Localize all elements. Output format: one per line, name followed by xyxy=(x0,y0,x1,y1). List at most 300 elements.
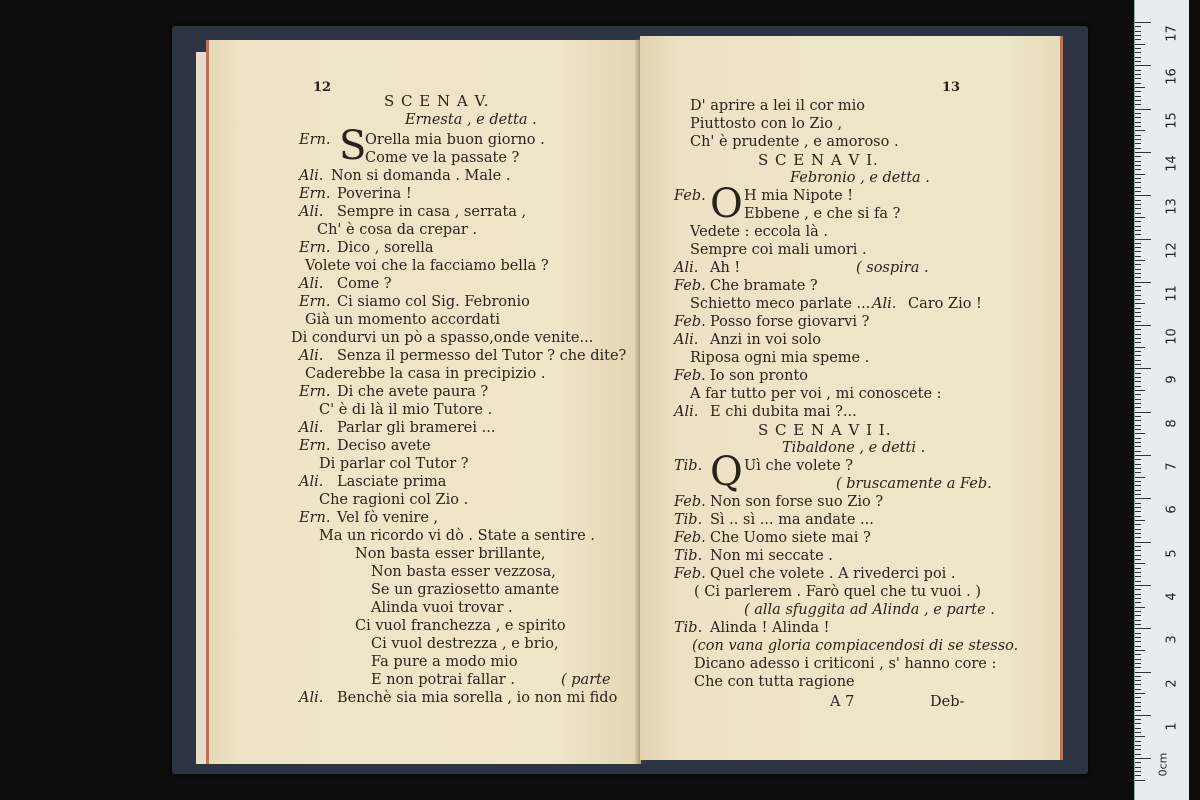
ruler-tick xyxy=(1135,741,1141,742)
text-line: Non mi seccate . xyxy=(710,548,833,564)
text-line: Come ve la passate ? xyxy=(365,150,520,166)
ruler-tick xyxy=(1135,628,1151,629)
ruler-tick xyxy=(1135,377,1141,378)
ruler-tick xyxy=(1135,277,1141,278)
ruler-tick xyxy=(1135,204,1141,205)
ruler-tick xyxy=(1135,728,1141,729)
ruler-tick xyxy=(1135,251,1141,252)
ruler-tick xyxy=(1135,680,1141,681)
ruler-tick xyxy=(1135,178,1141,179)
ruler-tick xyxy=(1135,122,1141,123)
ruler-tick xyxy=(1135,446,1141,447)
ruler-number: 4 xyxy=(1164,592,1180,601)
speaker: Ali. xyxy=(299,420,324,436)
speaker: Ali. xyxy=(299,204,324,220)
ruler-unit-label: 0cm xyxy=(1156,752,1170,777)
ruler-tick xyxy=(1135,689,1141,690)
ruler-tick xyxy=(1135,100,1141,101)
text-line: Non son forse suo Zio ? xyxy=(710,494,884,510)
ruler-tick xyxy=(1135,78,1141,79)
text-line: Ch' è cosa da crepar . xyxy=(317,222,478,238)
ruler-tick xyxy=(1135,412,1151,413)
ruler-tick xyxy=(1135,191,1141,192)
ruler-tick xyxy=(1135,44,1145,45)
ruler-tick xyxy=(1135,70,1141,71)
ruler-tick xyxy=(1135,368,1151,369)
ruler-number: 15 xyxy=(1164,111,1180,129)
ruler-tick xyxy=(1135,507,1141,508)
text-line: Caderebbe la casa in precipizio . xyxy=(305,366,546,382)
text-line: Che bramate ? xyxy=(710,278,818,294)
ruler-tick xyxy=(1135,126,1141,127)
speaker: Ali. xyxy=(299,348,324,364)
ruler-tick xyxy=(1135,113,1141,114)
aria-line: E non potrai fallar . xyxy=(371,672,515,688)
ruler-tick xyxy=(1135,200,1141,201)
ruler-tick xyxy=(1135,57,1141,58)
speaker: Tib. xyxy=(674,620,703,636)
speaker: Ern. xyxy=(299,186,331,202)
ruler-tick xyxy=(1135,607,1145,608)
ruler-tick xyxy=(1135,494,1141,495)
ruler-tick xyxy=(1135,503,1141,504)
ruler-tick xyxy=(1135,39,1141,40)
aria-line: Non basta esser brillante, xyxy=(355,546,546,562)
text-line: Non si domanda . Male . xyxy=(331,168,511,184)
text-line: Dicano adesso i criticoni , s' hanno core : xyxy=(694,656,997,672)
ruler-tick xyxy=(1135,745,1141,746)
ruler-tick xyxy=(1135,360,1141,361)
text-line: Caro Zio ! xyxy=(908,296,982,312)
ruler-number: 3 xyxy=(1164,635,1180,644)
aria-line: Fa pure a modo mio xyxy=(371,654,518,670)
ruler-tick xyxy=(1135,585,1151,586)
ruler-tick xyxy=(1135,529,1141,530)
speaker: Ali. xyxy=(674,332,699,348)
ruler-tick xyxy=(1135,749,1141,750)
ruler-tick xyxy=(1135,702,1141,703)
text-line: Senza il permesso del Tutor ? che dite? xyxy=(337,348,627,364)
speaker: Ern. xyxy=(299,240,331,256)
ruler-tick xyxy=(1135,407,1141,408)
ruler-tick xyxy=(1135,425,1141,426)
ruler-tick xyxy=(1135,762,1141,763)
text-line: D' aprire a lei il cor mio xyxy=(690,98,865,114)
ruler-number: 2 xyxy=(1164,678,1180,688)
ruler-tick xyxy=(1135,230,1141,231)
text-line: Piuttosto con lo Zio , xyxy=(690,116,843,132)
ruler-tick xyxy=(1135,581,1141,582)
ruler-number: 12 xyxy=(1164,241,1180,259)
text-line: Che ragioni col Zio . xyxy=(319,492,469,508)
ruler-tick xyxy=(1135,61,1141,62)
aria-line: Ci vuol destrezza , e brio, xyxy=(371,636,559,652)
ruler-tick xyxy=(1135,710,1141,711)
ruler-number: 6 xyxy=(1164,505,1180,514)
ruler-tick xyxy=(1135,109,1151,110)
text-line: Io son pronto xyxy=(710,368,809,384)
ruler-tick xyxy=(1135,736,1145,737)
ruler-tick xyxy=(1135,555,1141,556)
ruler-tick xyxy=(1135,754,1141,755)
ruler-tick xyxy=(1135,74,1141,75)
scene-heading: S C E N A V. xyxy=(384,92,490,110)
ruler-number: 7 xyxy=(1164,462,1180,471)
drop-cap: Q xyxy=(710,449,743,495)
ruler-tick xyxy=(1135,26,1141,27)
text-line: A far tutto per voi , mi conoscete : xyxy=(690,386,942,402)
text-line: Lasciate prima xyxy=(337,474,447,490)
text-line: Deciso avete xyxy=(337,438,431,454)
ruler-tick xyxy=(1135,243,1141,244)
ruler-tick xyxy=(1135,775,1141,776)
text-line: Di parlar col Tutor ? xyxy=(319,456,469,472)
ruler-number: 8 xyxy=(1164,419,1180,428)
text-line: ( Ci parlerem . Farò quel che tu vuoi . ) xyxy=(694,584,982,600)
ruler-tick xyxy=(1135,381,1141,382)
ruler-tick xyxy=(1135,464,1141,465)
ruler-tick xyxy=(1135,239,1151,240)
ruler-tick xyxy=(1135,96,1141,97)
ruler-tick xyxy=(1135,767,1141,768)
ruler-tick xyxy=(1135,264,1141,265)
ruler-tick xyxy=(1135,217,1145,218)
ruler-tick xyxy=(1135,637,1141,638)
ruler-tick xyxy=(1135,290,1141,291)
ruler-tick xyxy=(1135,165,1141,166)
ruler-number: 17 xyxy=(1164,25,1180,42)
ruler-tick xyxy=(1135,520,1145,521)
ruler-tick xyxy=(1135,468,1141,469)
speaker: Ern. xyxy=(299,294,331,310)
text-line: Ch' è prudente , e amoroso . xyxy=(690,134,899,150)
ruler-tick xyxy=(1135,451,1141,452)
text-line: Volete voi che la facciamo bella ? xyxy=(305,258,549,274)
ruler-tick xyxy=(1135,490,1141,491)
ruler-tick xyxy=(1135,355,1141,356)
right-page xyxy=(640,36,1063,760)
ruler-tick xyxy=(1135,22,1151,23)
scene-heading: S C E N A V I. xyxy=(758,151,879,169)
ruler-tick xyxy=(1135,455,1151,456)
ruler-tick xyxy=(1135,732,1141,733)
ruler-tick xyxy=(1135,641,1141,642)
text-line: Orella mia buon giorno . xyxy=(365,132,545,148)
ruler-tick xyxy=(1135,477,1145,478)
ruler-tick xyxy=(1135,697,1141,698)
ruler-tick xyxy=(1135,195,1151,196)
ruler-tick xyxy=(1135,758,1151,759)
text-line: Ci siamo col Sig. Febronio xyxy=(337,294,530,310)
ruler-tick xyxy=(1135,442,1141,443)
ruler-tick xyxy=(1135,174,1145,175)
ruler-tick xyxy=(1135,325,1151,326)
ruler-tick xyxy=(1135,667,1141,668)
ruler-tick xyxy=(1135,568,1141,569)
stage-direction: ( sospira . xyxy=(856,260,929,276)
ruler-tick xyxy=(1135,624,1141,625)
text-line: Come ? xyxy=(337,276,392,292)
ruler-tick xyxy=(1135,723,1141,724)
ruler-tick xyxy=(1135,537,1141,538)
text-line: Di che avete paura ? xyxy=(337,384,489,400)
ruler-tick xyxy=(1135,589,1141,590)
stage-direction: ( bruscamente a Feb. xyxy=(836,476,992,492)
speaker: Tib. xyxy=(674,512,703,528)
ruler-tick xyxy=(1135,650,1145,651)
ruler-tick xyxy=(1135,161,1141,162)
text-line: Sì .. sì ... ma andate ... xyxy=(710,512,874,528)
measuring-ruler xyxy=(1134,0,1189,800)
text-line: Ah ! xyxy=(710,260,741,276)
ruler-tick xyxy=(1135,602,1141,603)
text-line: Schietto meco parlate ... xyxy=(690,296,871,312)
ruler-tick xyxy=(1135,148,1141,149)
speaker: Ali. xyxy=(674,404,699,420)
ruler-tick xyxy=(1135,303,1145,304)
speaker: Tib. xyxy=(674,458,703,474)
ruler-tick xyxy=(1135,719,1141,720)
speaker: Ali. xyxy=(299,168,324,184)
ruler-tick xyxy=(1135,399,1141,400)
ruler-tick xyxy=(1135,213,1141,214)
ruler-tick xyxy=(1135,485,1141,486)
scene-characters: Tibaldone , e detti . xyxy=(782,440,926,456)
ruler-tick xyxy=(1135,269,1141,270)
ruler-tick xyxy=(1135,654,1141,655)
ruler-tick xyxy=(1135,533,1141,534)
ruler-tick xyxy=(1135,780,1145,781)
aria-line: Non basta esser vezzosa, xyxy=(371,564,556,580)
ruler-tick xyxy=(1135,308,1141,309)
ruler-tick xyxy=(1135,316,1141,317)
ruler-tick xyxy=(1135,169,1141,170)
ruler-tick xyxy=(1135,273,1141,274)
ruler-tick xyxy=(1135,329,1141,330)
ruler-tick xyxy=(1135,35,1141,36)
ruler-tick xyxy=(1135,672,1151,673)
ruler-tick xyxy=(1135,663,1141,664)
ruler-tick xyxy=(1135,633,1141,634)
ruler-tick xyxy=(1135,256,1141,257)
ruler-number: 14 xyxy=(1164,155,1180,172)
ruler-tick xyxy=(1135,546,1141,547)
speaker: Ern. xyxy=(299,510,331,526)
ruler-tick xyxy=(1135,282,1151,283)
ruler-tick xyxy=(1135,321,1141,322)
ruler-tick xyxy=(1135,143,1141,144)
ruler-tick xyxy=(1135,511,1141,512)
speaker: Ali. xyxy=(674,260,699,276)
speaker: Tib. xyxy=(674,548,703,564)
stage-direction: (con vana gloria compiacendosi di se stesso. xyxy=(692,638,1019,654)
ruler-tick xyxy=(1135,139,1141,140)
ruler-tick xyxy=(1135,247,1141,248)
ruler-number: 11 xyxy=(1164,285,1180,302)
ruler-tick xyxy=(1135,598,1141,599)
ruler-tick xyxy=(1135,312,1141,313)
speaker: Feb. xyxy=(674,368,706,384)
text-line: Ma un ricordo vi dò . State a sentire . xyxy=(319,528,595,544)
ruler-tick xyxy=(1135,576,1141,577)
speaker: Ali. xyxy=(299,690,324,706)
speaker: Ali. xyxy=(299,474,324,490)
ruler-tick xyxy=(1135,342,1141,343)
ruler-tick xyxy=(1135,394,1141,395)
text-line: Poverina ! xyxy=(337,186,412,202)
ruler-tick xyxy=(1135,187,1141,188)
drop-cap: S xyxy=(339,123,367,169)
text-line: Sempre in casa , serrata , xyxy=(337,204,527,220)
ruler-tick xyxy=(1135,771,1141,772)
speaker: Feb. xyxy=(674,278,706,294)
text-line: Quel che volete . A rivederci poi . xyxy=(710,566,956,582)
ruler-tick xyxy=(1135,459,1141,460)
ruler-tick xyxy=(1135,676,1141,677)
ruler-tick xyxy=(1135,615,1141,616)
text-line: Ebbene , e che si fa ? xyxy=(744,206,901,222)
ruler-tick xyxy=(1135,234,1141,235)
ruler-tick xyxy=(1135,226,1141,227)
stage-direction: ( alla sfuggita ad Alinda , e parte . xyxy=(744,602,995,618)
ruler-tick xyxy=(1135,364,1141,365)
ruler-tick xyxy=(1135,706,1141,707)
ruler-tick xyxy=(1135,646,1141,647)
ruler-tick xyxy=(1135,83,1141,84)
ruler-number: 16 xyxy=(1164,68,1180,86)
ruler-tick xyxy=(1135,373,1141,374)
ruler-tick xyxy=(1135,221,1141,222)
ruler-tick xyxy=(1135,390,1145,391)
ruler-tick xyxy=(1135,208,1141,209)
ruler-tick xyxy=(1135,386,1141,387)
ruler-tick xyxy=(1135,286,1141,287)
ruler-tick xyxy=(1135,416,1141,417)
ruler-tick xyxy=(1135,347,1145,348)
ruler-tick xyxy=(1135,65,1151,66)
speaker: Feb. xyxy=(674,188,706,204)
speaker: Feb. xyxy=(674,530,706,546)
ruler-tick xyxy=(1135,481,1141,482)
aria-line: Alinda vuoi trovar . xyxy=(371,600,513,616)
ruler-tick xyxy=(1135,403,1141,404)
ruler-tick xyxy=(1135,542,1151,543)
catchword: Deb- xyxy=(930,694,965,710)
ruler-tick xyxy=(1135,550,1141,551)
text-line: Anzi in voi solo xyxy=(710,332,821,348)
ruler-tick xyxy=(1135,498,1151,499)
text-line: Già un momento accordati xyxy=(305,312,501,328)
ruler-tick xyxy=(1135,516,1141,517)
aria-line: Se un graziosetto amante xyxy=(371,582,560,598)
text-line: Che Uomo siete mai ? xyxy=(710,530,871,546)
ruler-tick xyxy=(1135,684,1141,685)
ruler-tick xyxy=(1135,659,1141,660)
ruler-number: 9 xyxy=(1164,375,1180,385)
speaker: Ali. xyxy=(299,276,324,292)
speaker: Feb. xyxy=(674,494,706,510)
ruler-tick xyxy=(1135,130,1145,131)
ruler-tick xyxy=(1135,715,1151,716)
text-line: H mia Nipote ! xyxy=(744,188,854,204)
speaker: Feb. xyxy=(674,566,706,582)
text-line: Dico , sorella xyxy=(337,240,434,256)
ruler-number: 10 xyxy=(1164,328,1180,345)
text-line: Di condurvi un pò a spasso,onde venite... xyxy=(291,330,594,346)
ruler-tick xyxy=(1135,87,1145,88)
ruler-tick xyxy=(1135,351,1141,352)
text-line: Vedete : eccola là . xyxy=(690,224,829,240)
scene-heading: S C E N A V I I. xyxy=(758,421,892,439)
ruler-tick xyxy=(1135,429,1141,430)
page-number: 12 xyxy=(313,80,332,95)
speaker: Ern. xyxy=(299,132,331,148)
text-line: Benchè sia mia sorella , io non mi fido xyxy=(337,690,618,706)
ruler-tick xyxy=(1135,334,1141,335)
ruler-tick xyxy=(1135,52,1141,53)
ruler-tick xyxy=(1135,472,1141,473)
text-line: E chi dubita mai ?... xyxy=(710,404,857,420)
text-line: Uì che volete ? xyxy=(744,458,854,474)
speaker: Ern. xyxy=(299,438,331,454)
ruler-tick xyxy=(1135,563,1145,564)
ruler-tick xyxy=(1135,572,1141,573)
ruler-number: 1 xyxy=(1164,722,1180,731)
text-line: Sempre coi mali umori . xyxy=(690,242,867,258)
stage-direction: ( parte xyxy=(561,672,611,688)
ruler-tick xyxy=(1135,693,1145,694)
ruler-tick xyxy=(1135,135,1141,136)
ruler-tick xyxy=(1135,524,1141,525)
speaker: Ern. xyxy=(299,384,331,400)
scene-characters: Febronio , e detta . xyxy=(790,170,930,186)
ruler-tick xyxy=(1135,420,1141,421)
ruler-tick xyxy=(1135,620,1141,621)
text-line: Posso forse giovarvi ? xyxy=(710,314,870,330)
ruler-tick xyxy=(1135,559,1141,560)
ruler-tick xyxy=(1135,91,1141,92)
ruler-number: 5 xyxy=(1164,548,1180,558)
ruler-tick xyxy=(1135,117,1141,118)
aria-line: Ci vuol franchezza , e spirito xyxy=(355,618,566,634)
ruler-tick xyxy=(1135,438,1141,439)
ruler-tick xyxy=(1135,295,1141,296)
text-line: Alinda ! Alinda ! xyxy=(710,620,830,636)
text-line: Che con tutta ragione xyxy=(694,674,855,690)
text-line: Vel fò venire , xyxy=(337,510,439,526)
ruler-tick xyxy=(1135,299,1141,300)
text-line: C' è di là il mio Tutore . xyxy=(319,402,493,418)
signature-mark: A 7 xyxy=(830,694,855,710)
text-line: Parlar gli bramerei ... xyxy=(337,420,496,436)
ruler-tick xyxy=(1135,594,1141,595)
ruler-tick xyxy=(1135,104,1141,105)
ruler-tick xyxy=(1135,182,1141,183)
ruler-tick xyxy=(1135,48,1141,49)
ruler-tick xyxy=(1135,611,1141,612)
ruler-tick xyxy=(1135,152,1151,153)
text-line: Riposa ogni mia speme . xyxy=(690,350,870,366)
ruler-tick xyxy=(1135,338,1141,339)
ruler-tick xyxy=(1135,433,1145,434)
drop-cap: O xyxy=(710,181,743,227)
ruler-number: 13 xyxy=(1164,198,1180,215)
speaker: Feb. xyxy=(674,314,706,330)
left-page xyxy=(206,40,641,764)
ruler-tick xyxy=(1135,31,1141,32)
scene-characters: Ernesta , e detta . xyxy=(405,112,537,128)
page-number: 13 xyxy=(942,80,961,95)
